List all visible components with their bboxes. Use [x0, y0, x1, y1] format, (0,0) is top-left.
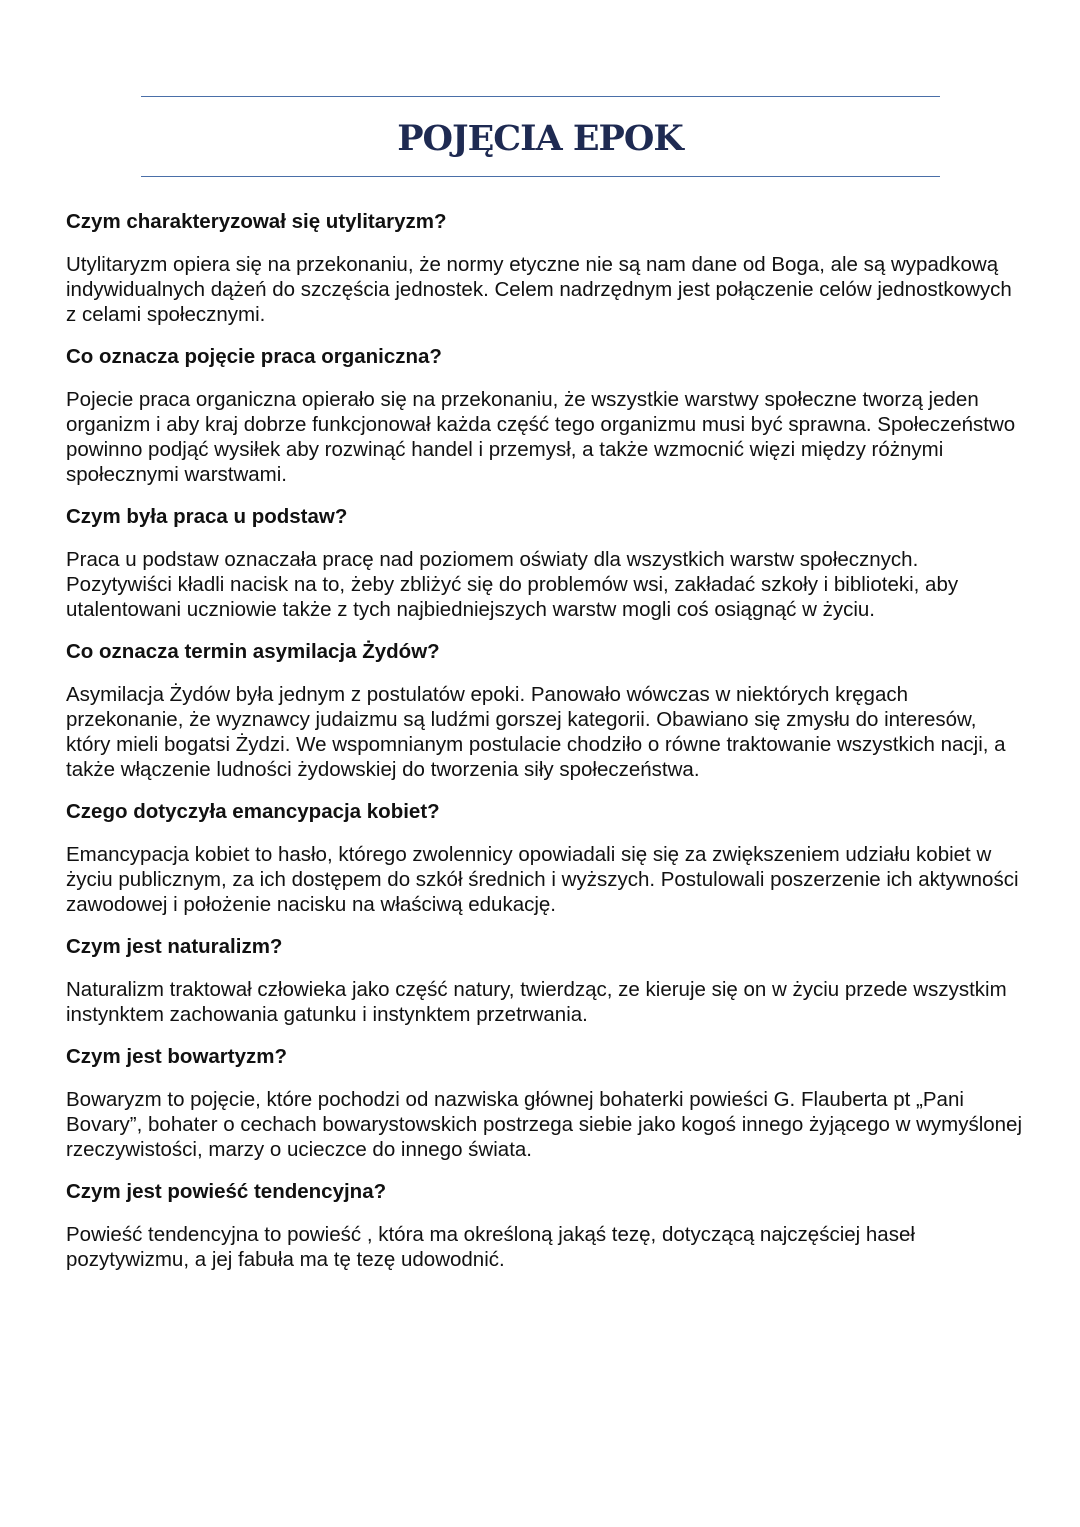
answer-paragraph: Naturalizm traktował człowieka jako część natury, twierdząc, ze kieruje się on w życiu przede wszystkim instynktem zachowania gatunku i instynktem przetrwania. [66, 978, 1007, 1026]
question-heading: Czym charakteryzował się utylitaryzm? [66, 210, 447, 233]
question-heading: Co oznacza pojęcie praca organiczna? [66, 345, 442, 368]
section-women-emancipation [66, 797, 1026, 917]
document-body [66, 207, 1026, 1287]
title-rule-top [141, 96, 940, 97]
answer-paragraph: Utylitaryzm opiera się na przekonaniu, że normy etyczne nie są nam dane od Boga, ale są wypadkową indywidualnych dążeń do szczęścia jednostek. Celem nadrzędnym jest połączenie celów jednostkowych z celami społecznymi. [66, 253, 1012, 326]
section-jewish-assimilation [66, 637, 1026, 782]
section-tendentious-novel [66, 1177, 1026, 1272]
section-grassroots-work [66, 502, 1026, 622]
page-title: POJĘCIA EPOK [397, 118, 683, 159]
question-heading: Co oznacza termin asymilacja Żydów? [66, 640, 440, 663]
answer-paragraph: Pojecie praca organiczna opierało się na przekonaniu, że wszystkie warstwy społeczne tworzą jeden organizm i aby kraj dobrze funkcjonował każda część tego organizmu musi być sprawna. Społeczeństwo powinno podjąć wysiłek aby rozwinąć handel i przemysł, a także wzmocnić więzi między różnymi społecznymi warstwami. [66, 388, 1016, 486]
section-bovarism [66, 1042, 1026, 1162]
question-heading: Czym jest powieść tendencyjna? [66, 1180, 387, 1203]
answer-paragraph: Asymilacja Żydów była jednym z postulatów epoki. Panowało wówczas w niektórych kręgach przekonanie, że wyznawcy judaizmu są ludźmi gorszej kategorii. Obawiano się zmysłu do interesów, który mieli bogatsi Żydzi. We wspomnianym postulacie chodziło o równe traktowanie wszystkich nacji, a także włączenie ludności żydowskiej do tworzenia siły społeczeństwa. [66, 683, 1006, 781]
answer-paragraph: Bowaryzm to pojęcie, które pochodzi od nazwiska głównej bohaterki powieści G. Flauberta pt „Pani Bovary”, bohater o cechach bowarystowskich postrzega siebie jako kogoś innego żyjącego w wymyślonej rzeczywistości, marzy o ucieczce do innego świata. [66, 1088, 1023, 1161]
question-heading: Czego dotyczyła emancypacja kobiet? [66, 800, 440, 823]
section-utilitarianism [66, 207, 1026, 327]
question-heading: Czym jest bowartyzm? [66, 1045, 287, 1068]
title-rule-bottom [141, 176, 940, 177]
question-heading: Czym była praca u podstaw? [66, 505, 348, 528]
answer-paragraph: Praca u podstaw oznaczała pracę nad poziomem oświaty dla wszystkich warstw społecznych. Pozytywiści kładli nacisk na to, żeby zbliżyć się do problemów wsi, zakładać szkoły i biblioteki, aby utalentowani uczniowie także z tych najbiedniejszych warstw mogli coś osiągnąć w życiu. [66, 548, 959, 621]
section-organic-work [66, 342, 1026, 487]
answer-paragraph: Emancypacja kobiet to hasło, którego zwolennicy opowiadali się się za zwiększeniem udziału kobiet w życiu publicznym, za ich dostępem do szkół średnich i wyższych. Postulowali poszerzenie ich aktywności zawodowej i położenie nacisku na właściwą edukację. [66, 843, 1019, 916]
section-naturalism [66, 932, 1026, 1027]
answer-paragraph: Powieść tendencyjna to powieść , która ma określoną jakąś tezę, dotyczącą najczęściej haseł pozytywizmu, a jej fabuła ma tę tezę udowodnić. [66, 1223, 915, 1271]
question-heading: Czym jest naturalizm? [66, 935, 283, 958]
